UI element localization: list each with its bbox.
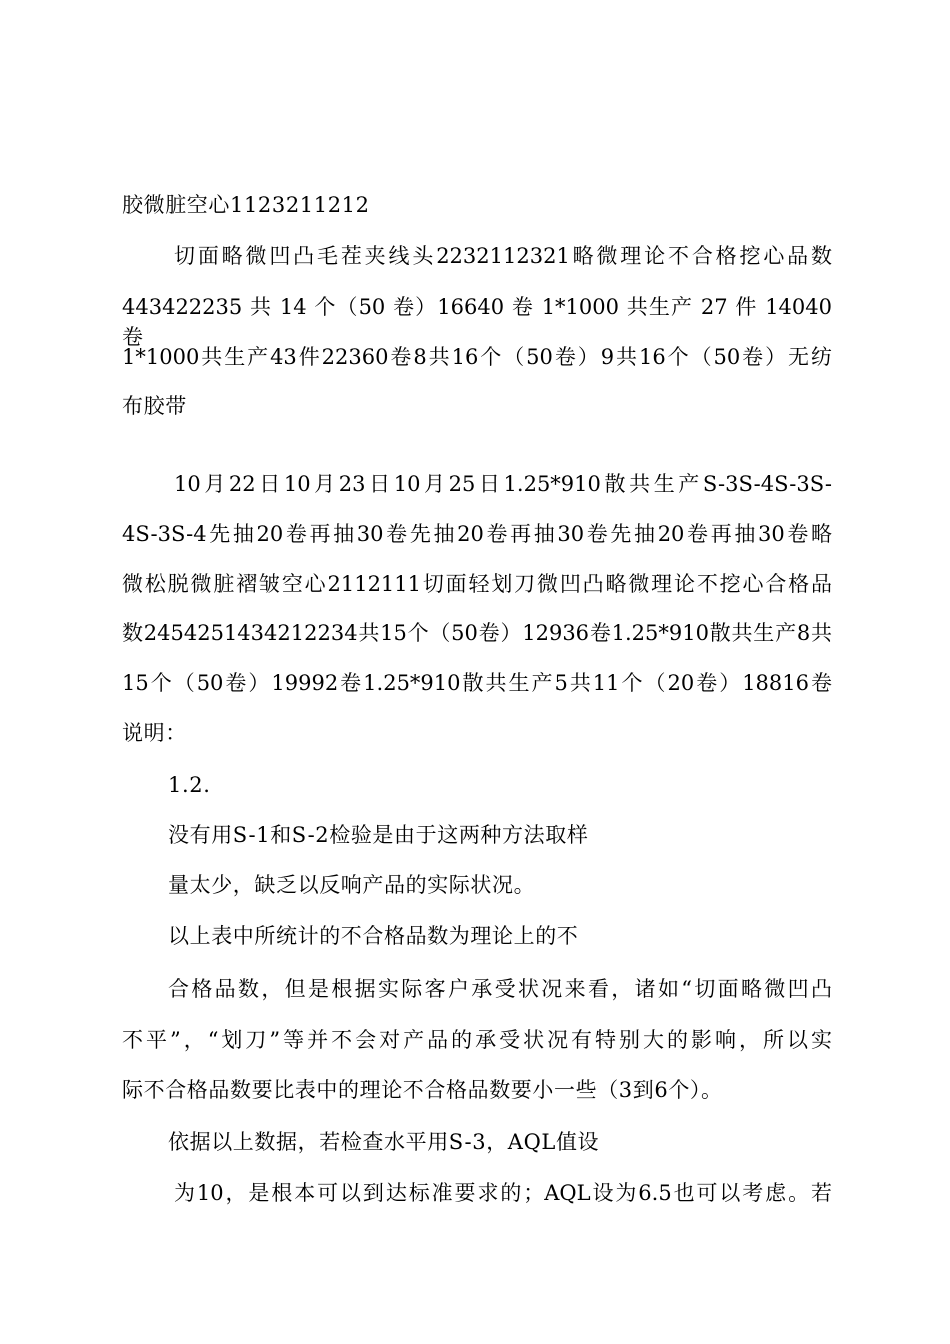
text-line: 际不合格品数要比表中的理论不合格品数要小一些（3到6个）。 bbox=[122, 1078, 723, 1102]
text-line: 1*1000共生产43件22360卷8共16个（50卷）9共16个（50卷）无纺 bbox=[122, 345, 832, 369]
text-line: 胶微脏空心1123211212 bbox=[122, 193, 370, 217]
text-line: 合格品数，但是根据实际客户承受状况来看，诸如“切面略微凹凸 bbox=[168, 977, 832, 1001]
text-line: 为10，是根本可以到达标准要求的；AQL设为6.5也可以考虑。若 bbox=[174, 1181, 832, 1205]
text-line: 以上表中所统计的不合格品数为理论上的不 bbox=[168, 924, 579, 948]
text-line: 4S-3S-4先抽20卷再抽30卷先抽20卷再抽30卷先抽20卷再抽30卷略 bbox=[122, 522, 832, 546]
text-line: 依据以上数据，若检查水平用S-3，AQL值设 bbox=[168, 1130, 600, 1154]
text-line: 15个（50卷）19992卷1.25*910散共生产5共11个（20卷）18816卷 bbox=[122, 671, 832, 695]
text-line: 10月22日10月23日10月25日1.25*910散共生产S-3S-4S-3S- bbox=[174, 472, 832, 496]
text-line: 没有用S-1和S-2检验是由于这两种方法取样 bbox=[168, 823, 589, 847]
text-line: 说明： bbox=[122, 721, 187, 745]
text-line: 切面略微凹凸毛茬夹线头2232112321略微理论不合格挖心品数 bbox=[174, 244, 832, 268]
text-line: 不平”，“划刀”等并不会对产品的承受状况有特别大的影响，所以实 bbox=[122, 1028, 832, 1052]
text-line: 布胶带 bbox=[122, 394, 187, 418]
text-line: 443422235 共 14 个（50 卷）16640 卷 1*1000 共生产 27 件 14040 卷 bbox=[122, 295, 832, 349]
text-line: 1.2. bbox=[168, 773, 211, 797]
text-line: 量太少，缺乏以反响产品的实际状况。 bbox=[168, 873, 536, 897]
text-line: 微松脱微脏褶皱空心2112111切面轻划刀微凹凸略微理论不挖心合格品 bbox=[122, 572, 832, 596]
text-line: 数2454251434212234共15个（50卷）12936卷1.25*910散共生产8共 bbox=[122, 621, 832, 645]
